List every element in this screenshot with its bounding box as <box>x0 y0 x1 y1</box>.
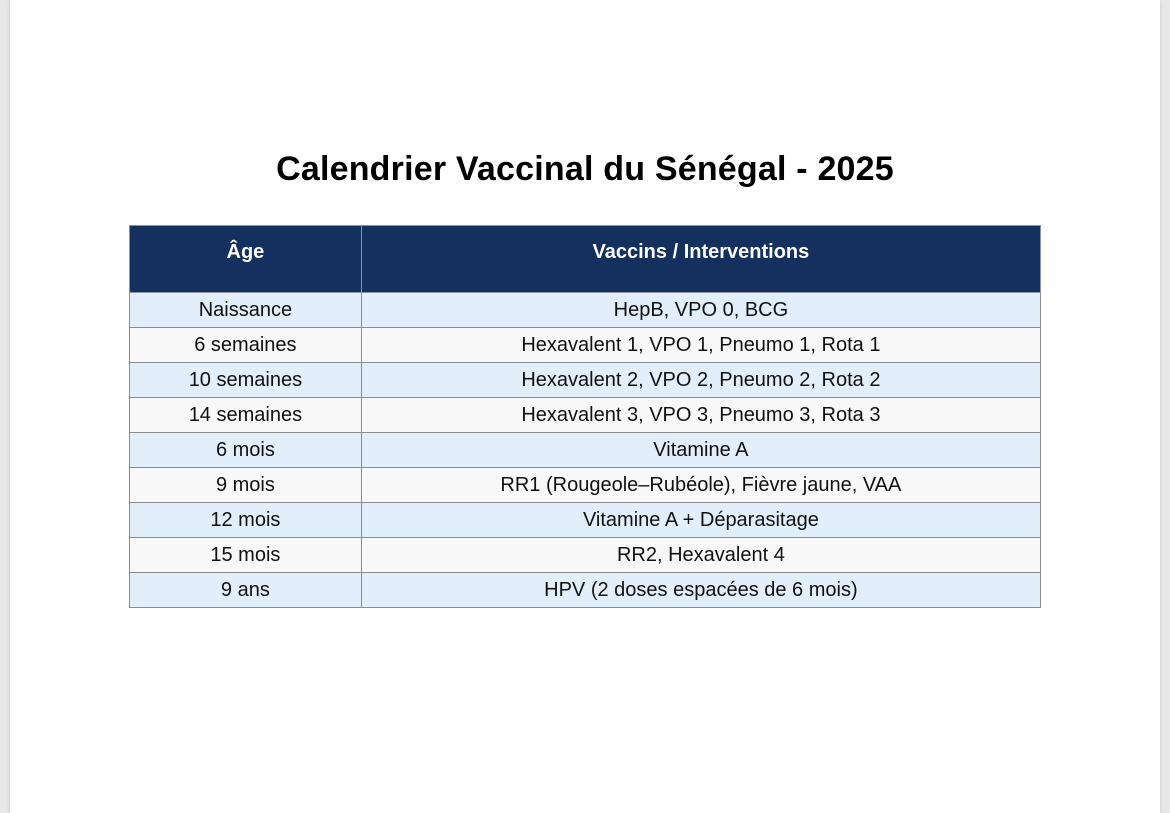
table-row <box>130 328 1041 363</box>
cell-vaccines: Hexavalent 2, VPO 2, Pneumo 2, Rota 2 <box>361 363 1040 398</box>
cell-vaccines: HPV (2 doses espacées de 6 mois) <box>361 573 1040 608</box>
cell-vaccines: Vitamine A <box>361 433 1040 468</box>
cell-age: 9 mois <box>130 468 362 503</box>
cell-age: 14 semaines <box>130 398 362 433</box>
cell-vaccines: RR2, Hexavalent 4 <box>361 538 1040 573</box>
cell-age: 10 semaines <box>130 363 362 398</box>
cell-vaccines: Hexavalent 3, VPO 3, Pneumo 3, Rota 3 <box>361 398 1040 433</box>
cell-vaccines: Hexavalent 1, VPO 1, Pneumo 1, Rota 1 <box>361 328 1040 363</box>
cell-age: 9 ans <box>130 573 362 608</box>
cell-vaccines: RR1 (Rougeole–Rubéole), Fièvre jaune, VAA <box>361 468 1040 503</box>
header-age: Âge <box>130 226 362 293</box>
table-row <box>130 503 1041 538</box>
header-vaccines: Vaccins / Interventions <box>361 226 1040 293</box>
cell-age: 15 mois <box>130 538 362 573</box>
document-page <box>10 0 1160 813</box>
cell-age: Naissance <box>130 293 362 328</box>
cell-age: 12 mois <box>130 503 362 538</box>
table-row <box>130 293 1041 328</box>
cell-vaccines: HepB, VPO 0, BCG <box>361 293 1040 328</box>
table-row <box>130 433 1041 468</box>
page-title: Calendrier Vaccinal du Sénégal - 2025 <box>276 150 894 188</box>
vaccination-schedule-table <box>129 225 1041 608</box>
table-row <box>130 538 1041 573</box>
cell-age: 6 mois <box>130 433 362 468</box>
table-header-row <box>130 226 1041 293</box>
cell-age: 6 semaines <box>130 328 362 363</box>
table-row <box>130 363 1041 398</box>
table-row <box>130 573 1041 608</box>
table-row <box>130 398 1041 433</box>
cell-vaccines: Vitamine A + Déparasitage <box>361 503 1040 538</box>
table-row <box>130 468 1041 503</box>
